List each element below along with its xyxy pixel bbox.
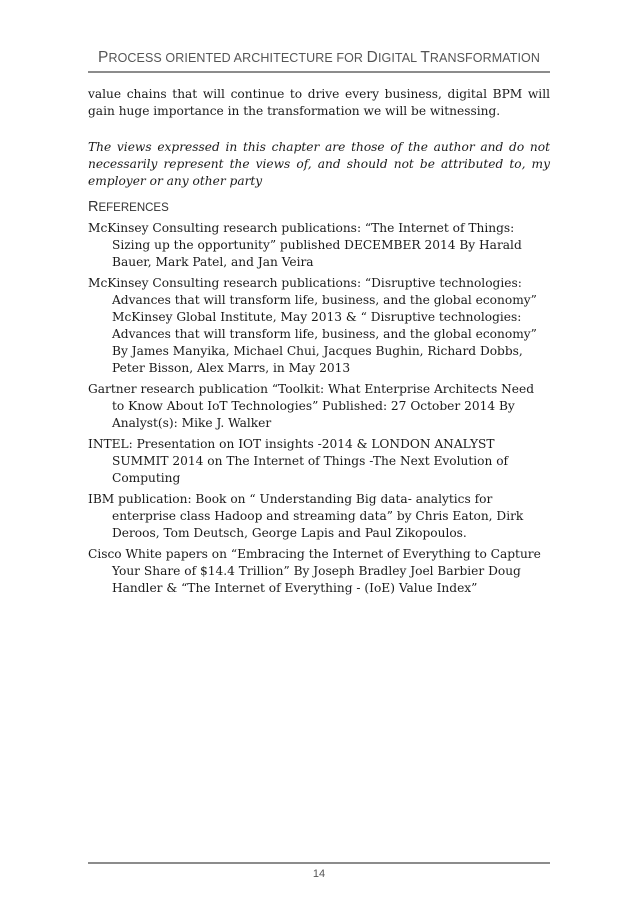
reference-item: INTEL: Presentation on IOT insights -2014 & LONDON ANALYST SUMMIT 2014 on The Internet of Things -The Next Evolution of Computing — [88, 437, 509, 485]
header-part: IGITAL — [377, 51, 421, 65]
footer-rule — [88, 862, 550, 864]
reference-item: Gartner research publication “Toolkit: What Enterprise Architects Need to Know About IoT Technologies” Published: 27 October 2014 By Analyst(s): Mike J. Walker — [88, 382, 534, 430]
page-number: 14 — [312, 868, 326, 880]
reference-item: IBM publication: Book on “ Understanding Big data- analytics for enterprise class Hadoop and streaming data” by Chris Eaton, Dirk Deroos, Tom Deutsch, George Lapis and Paul Zikopoulos. — [88, 492, 524, 540]
header-part: ROCESS ORIENTED ARCHITECTURE FOR — [108, 51, 367, 65]
page-content — [88, 86, 550, 601]
running-header — [88, 49, 550, 67]
intro-paragraph: value chains that will continue to drive every business, digital BPM will gain huge importance in the transformation we will be witnessing. — [88, 87, 550, 118]
references-heading-rest: EFERENCES — [98, 202, 169, 214]
header-part: RANSFORMATION — [429, 51, 540, 65]
header-part: D — [366, 49, 378, 66]
disclaimer-paragraph: The views expressed in this chapter are those of the author and do not necessarily represent the views of, and should not be attributed to, my employer or any other party — [88, 140, 550, 188]
reference-item: Cisco White papers on “Embracing the Internet of Everything to Capture Your Share of $14.4 Trillion” By Joseph Bradley Joel Barbier Doug Handler & “The Internet of Everything - (IoE) Value Index” — [88, 547, 541, 595]
reference-item: McKinsey Consulting research publications: “Disruptive technologies: Advances that will transform life, business, and the global economy” McKinsey Global Institute, May 2013 & “ Disruptive technologies: Advances that will transform life, business, and the global economy” By James Manyika, Michael Chui, Jacques Bughin, Richard Dobbs, Peter Bisson, Alex Marrs, in May 2013 — [88, 276, 537, 375]
header-part: T — [420, 49, 430, 66]
reference-item: McKinsey Consulting research publications: “The Internet of Things: Sizing up the opportunity” published DECEMBER 2014 By Harald Bauer, Mark Patel, and Jan Veira — [88, 221, 522, 269]
references-heading-initial: R — [88, 199, 99, 215]
header-rule — [88, 71, 550, 73]
header-part: P — [98, 49, 109, 66]
references-list — [88, 220, 550, 597]
references-heading — [88, 197, 550, 218]
